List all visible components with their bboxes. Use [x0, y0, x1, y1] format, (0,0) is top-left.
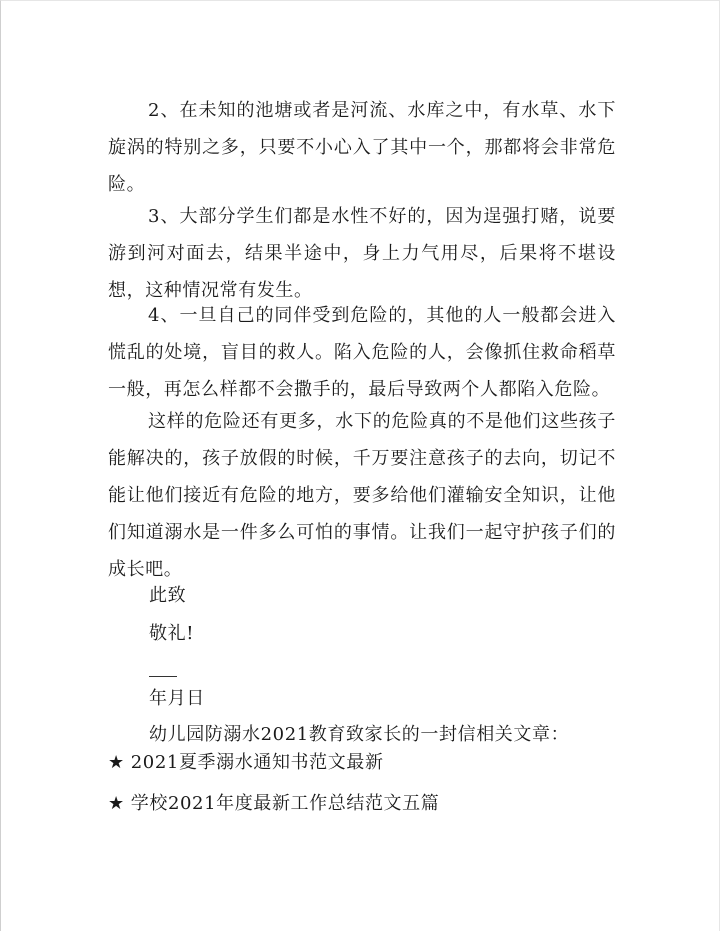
related-link-item[interactable]	[108, 751, 384, 775]
closing-salutation: 此致	[149, 585, 187, 606]
paragraph-4: 4、一旦自己的同伴受到危险的，其他的人一般都会进入慌乱的处境，盲目的救人。陷入危险的人，会像抓住救命稻草一般，再怎么样都不会撒手的，最后导致两个人都陷入危险。	[108, 305, 616, 400]
paragraph-2: 2、在未知的池塘或者是河流、水库之中，有水草、水下旋涡的特别之多，只要不小心入了其中一个，那都将会非常危险。	[108, 100, 616, 195]
star-icon: ★	[108, 752, 125, 773]
paragraph-3: 3、大部分学生们都是水性不好的，因为逞强打赌，说要游到河对面去，结果半途中，身上力气用尽，后果将不堪设想，这种情况常有发生。	[108, 206, 616, 301]
closing-regards: 敬礼!	[149, 623, 195, 644]
related-link-text[interactable]: 学校2021年度最新工作总结范文五篇	[130, 793, 440, 814]
related-link-text[interactable]: 2021夏季溺水通知书范文最新	[130, 752, 384, 773]
signature-line	[149, 676, 177, 677]
paragraph-conclusion: 这样的危险还有更多，水下的危险真的不是他们这些孩子能解决的，孩子放假的时候，千万要注意孩子的去向，切记不能让他们接近有危险的地方，要多给他们灌输安全知识，让他们知道溺水是一件多么可怕的事情。让我们一起守护孩子们的成长吧。	[108, 411, 616, 580]
related-articles-heading: 幼儿园防溺水2021教育致家长的一封信相关文章：	[149, 724, 570, 745]
star-icon: ★	[108, 793, 125, 814]
related-link-item[interactable]	[108, 792, 439, 816]
closing-date: 年月日	[149, 688, 205, 709]
